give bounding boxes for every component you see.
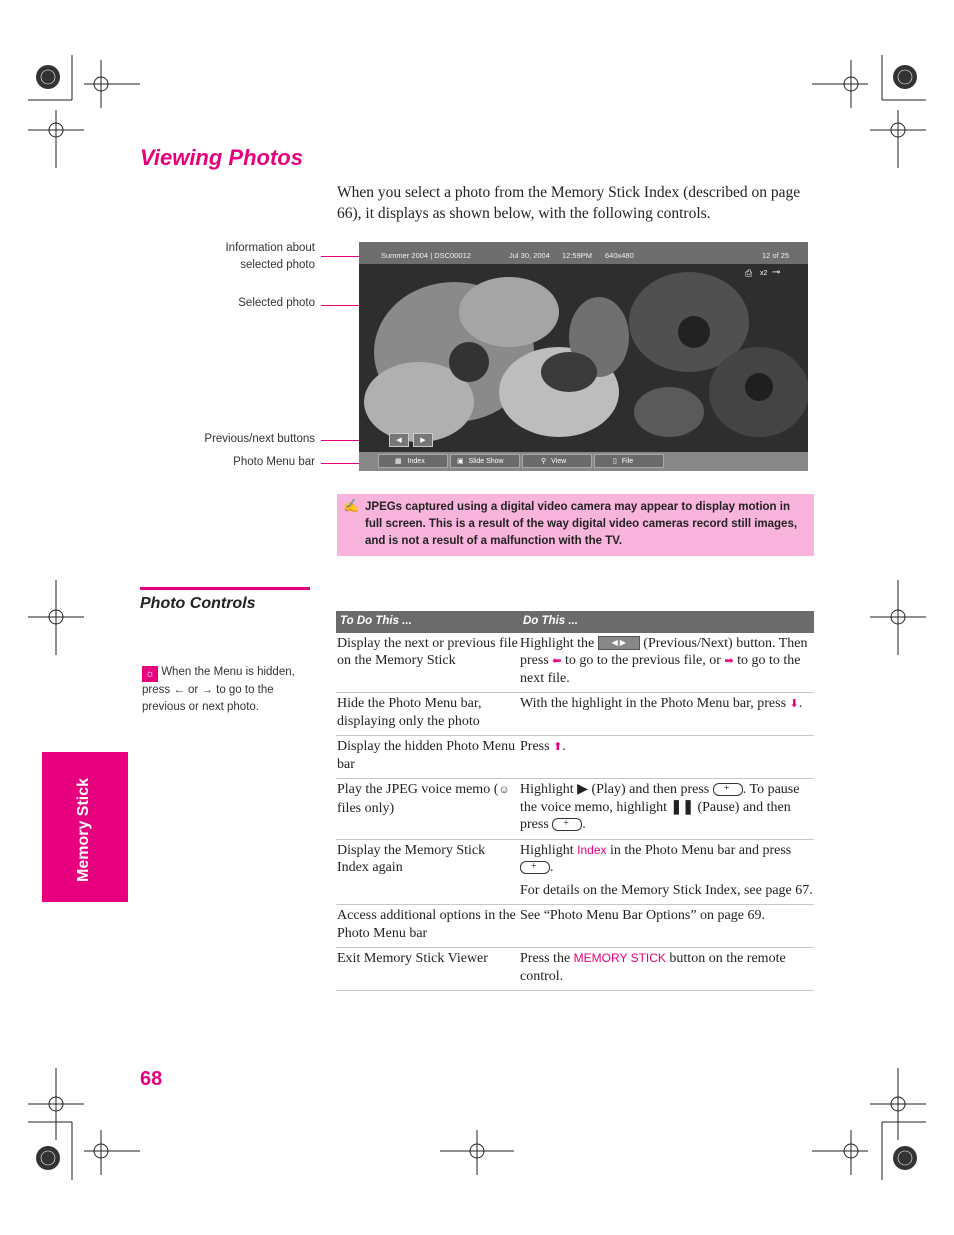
table-row <box>336 736 814 779</box>
voice-memo-icon: ☺ <box>498 784 510 796</box>
intro-paragraph: When you select a photo from the Memory Stick Index (described on page 66), it displays as shown below, with the following controls. <box>337 184 801 222</box>
photo-menu-bar <box>359 452 808 471</box>
prev-next-button-icon: ◀ ▶ <box>598 636 640 650</box>
file-icon: ▯ <box>613 458 617 465</box>
lightbulb-icon: ☼ <box>142 666 158 682</box>
info-album: Summer 2004 | DSC00012 <box>381 251 471 260</box>
table-cell: Access additional options in the Photo Menu bar <box>336 905 519 948</box>
side-tab <box>42 752 128 902</box>
side-tab-label: Memory Stick <box>75 777 92 882</box>
play-icon: ▶ <box>577 782 588 797</box>
tip-text: When the Menu is hidden, press ← or → to go to the previous or next photo. <box>142 666 295 713</box>
previous-button[interactable]: ◀ <box>389 433 409 447</box>
right-arrow-icon: ➡ <box>724 654 734 667</box>
info-zoom: x2 <box>760 270 768 277</box>
section-heading: Photo Controls <box>140 595 256 612</box>
callout-info: Information about selected photo <box>225 242 315 271</box>
table-cell: See “Photo Menu Bar Options” on page 69. <box>519 905 814 948</box>
table-row <box>336 905 814 948</box>
table-cell: Press the MEMORY STICK button on the remote control. <box>519 948 814 991</box>
info-size: 640x480 <box>605 251 634 260</box>
table-cell: Press ⬆. <box>519 736 814 779</box>
table-cell: Highlight the ◀ ▶ (Previous/Next) button. Then press ⬅ to go to the previous file, or ➡ to go to the next file. <box>519 633 814 693</box>
table-row <box>336 633 814 693</box>
menu-file-button[interactable]: ▯ File <box>594 454 664 468</box>
column-header: Do This ... <box>519 611 814 633</box>
photo-controls-table <box>336 611 814 991</box>
page-title: Viewing Photos <box>140 145 303 170</box>
index-key-label: Index <box>577 842 607 857</box>
table-cell: Highlight Index in the Photo Menu bar and press +. For details on the Memory Stick Index, see page 67. <box>519 839 814 905</box>
down-arrow-icon: ⬇ <box>789 697 799 710</box>
table-row <box>336 693 814 736</box>
select-button-icon <box>552 818 582 831</box>
note-box <box>337 494 814 556</box>
table-cell: Display the Memory Stick Index again <box>336 839 519 905</box>
memory-stick-key-label: MEMORY STICK <box>573 951 666 965</box>
select-button-icon <box>713 783 743 796</box>
callout-selected: Selected photo <box>238 297 315 309</box>
callout-prevnext: Previous/next buttons <box>204 433 315 445</box>
slideshow-icon: ▣ <box>457 458 464 465</box>
left-arrow-icon: ⬅ <box>552 654 562 667</box>
section-rule <box>140 587 310 590</box>
info-time: 12:59PM <box>562 251 593 260</box>
index-icon: ▦ <box>395 458 402 465</box>
tv-screen <box>359 242 808 471</box>
magnifier-icon: ⚲ <box>541 458 547 465</box>
table-row <box>336 948 814 991</box>
table-cell: Exit Memory Stick Viewer <box>336 948 519 991</box>
photo-info-bar <box>359 242 808 264</box>
menu-view-button[interactable]: ⚲ View <box>522 454 592 468</box>
callout-menubar: Photo Menu bar <box>233 456 315 468</box>
tip-box <box>142 664 312 716</box>
info-count: 12 of 25 <box>762 251 790 260</box>
table-cell: With the highlight in the Photo Menu bar, press ⬇. <box>519 693 814 736</box>
note-text: JPEGs captured using a digital video camera may appear to display motion in full screen. This is a result of the way digital video cameras record still images, and is not a result of a malfunction with the TV. <box>365 501 798 547</box>
menu-slideshow-button[interactable]: ▣ Slide Show <box>450 454 520 468</box>
table-cell: Play the JPEG voice memo (☺ files only) <box>336 779 519 840</box>
table-cell: Display the next or previous file on the Memory Stick <box>336 633 519 693</box>
table-cell: Highlight ▶ (Play) and then press + . To pause the voice memo, highlight ❚❚ (Pause) and then press + . <box>519 779 814 840</box>
page-number: 68 <box>140 1068 163 1090</box>
menu-index-button[interactable]: ▦ Index <box>378 454 448 468</box>
select-button-icon <box>520 861 550 874</box>
table-cell: Display the hidden Photo Menu bar <box>336 736 519 779</box>
table-cell: Hide the Photo Menu bar, displaying only the photo <box>336 693 519 736</box>
next-button[interactable]: ▶ <box>413 433 433 447</box>
up-arrow-icon: ⬆ <box>553 740 563 753</box>
info-date: Jul 30, 2004 <box>509 251 550 260</box>
pause-icon: ❚❚ <box>670 799 694 815</box>
print-icon: ⎙ <box>745 268 753 278</box>
table-header-row <box>336 611 814 633</box>
pencil-note-icon: ✍ <box>343 498 360 513</box>
column-header: To Do This ... <box>336 611 519 633</box>
table-row <box>336 839 814 905</box>
key-icon: ⊸ <box>772 267 781 278</box>
table-row <box>336 779 814 840</box>
